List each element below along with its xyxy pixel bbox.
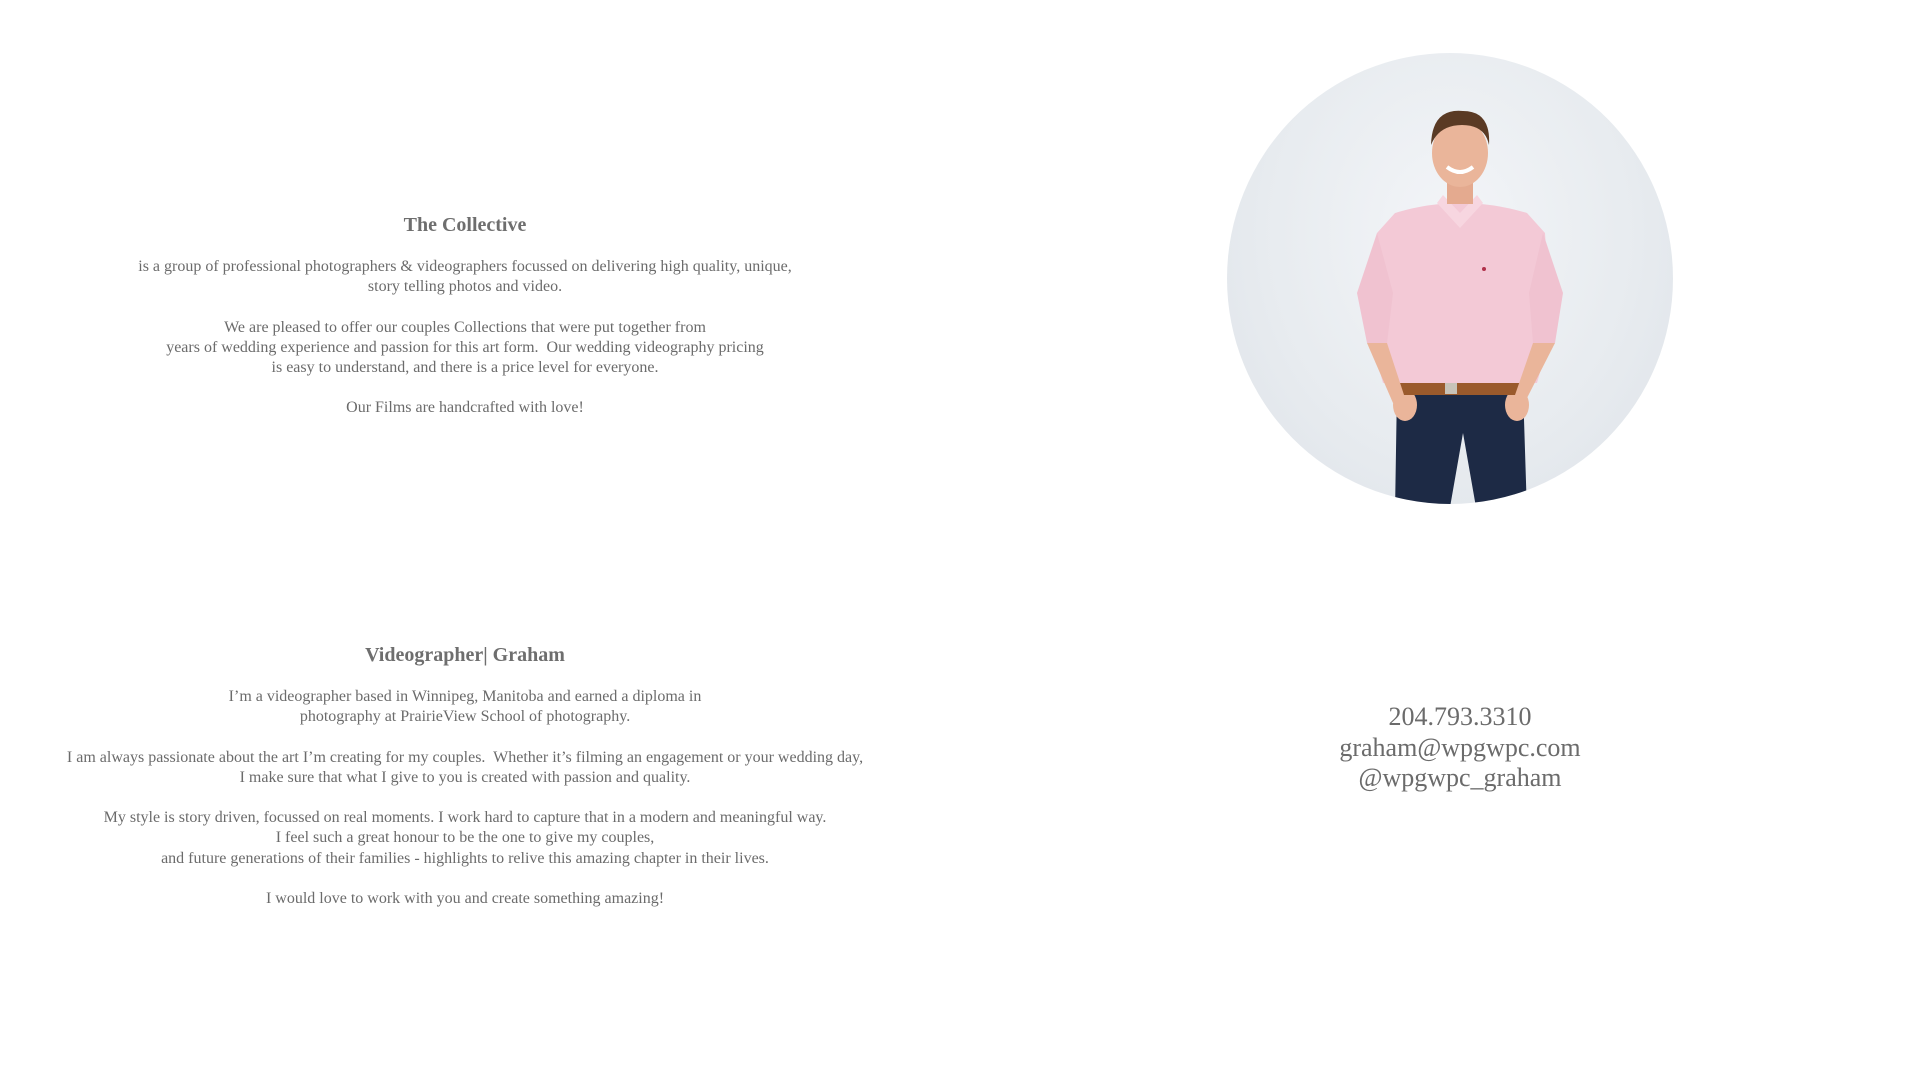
videographer-title: Videographer| Graham xyxy=(365,644,565,666)
videographer-section xyxy=(0,643,930,909)
contact-info xyxy=(1260,702,1660,794)
instagram-handle[interactable]: @wpgwpc_graham xyxy=(1358,763,1562,792)
collective-paragraph-3 xyxy=(0,398,930,418)
collective-section xyxy=(0,213,930,419)
shirt-logo xyxy=(1482,267,1486,271)
videographer-paragraph-4 xyxy=(0,889,930,909)
collective-paragraph-2 xyxy=(0,318,930,379)
text-line: I make sure that what I give to you is created with passion and quality. xyxy=(239,768,691,786)
text-line: and future generations of their families - highlights to relive this amazing chapter in their lives. xyxy=(161,849,769,867)
text-line: years of wedding experience and passion for this art form. Our wedding videography pricing xyxy=(166,338,764,356)
videographer-paragraph-1 xyxy=(0,687,930,728)
text-line: My style is story driven, focussed on real moments. I work hard to capture that in a modern and meaningful way. xyxy=(103,809,827,827)
text-line: photography at PrairieView School of photography. xyxy=(299,708,631,726)
videographer-paragraph-3 xyxy=(0,808,930,869)
videographer-paragraph-2 xyxy=(0,748,930,789)
phone-number[interactable]: 204.793.3310 xyxy=(1388,702,1532,731)
text-line: I am always passionate about the art I’m creating for my couples. Whether it’s filming an engagement or your wedding day, xyxy=(66,748,864,766)
portrait-illustration xyxy=(1227,53,1673,504)
portrait-photo xyxy=(1227,53,1673,504)
text-line: I would love to work with you and create something amazing! xyxy=(265,890,665,908)
text-line: I’m a videographer based in Winnipeg, Manitoba and earned a diploma in xyxy=(228,688,702,705)
text-line: I feel such a great honour to be the one to give my couples, xyxy=(275,829,655,847)
email-address[interactable]: graham@wpgwpc.com xyxy=(1339,732,1581,762)
text-line: story telling photos and video. xyxy=(367,278,563,296)
collective-paragraph-1 xyxy=(0,257,930,298)
shirt xyxy=(1369,203,1551,383)
collective-title: The Collective xyxy=(403,214,527,236)
text-line: Our Films are handcrafted with love! xyxy=(346,399,584,417)
text-line: We are pleased to offer our couples Collections that were put together from xyxy=(224,318,706,336)
text-line: is easy to understand, and there is a price level for everyone. xyxy=(271,359,659,377)
text-line: is a group of professional photographers & videographers focussed on delivering high quality, unique, xyxy=(138,258,792,275)
belt-buckle xyxy=(1445,382,1457,394)
belt xyxy=(1397,381,1521,395)
